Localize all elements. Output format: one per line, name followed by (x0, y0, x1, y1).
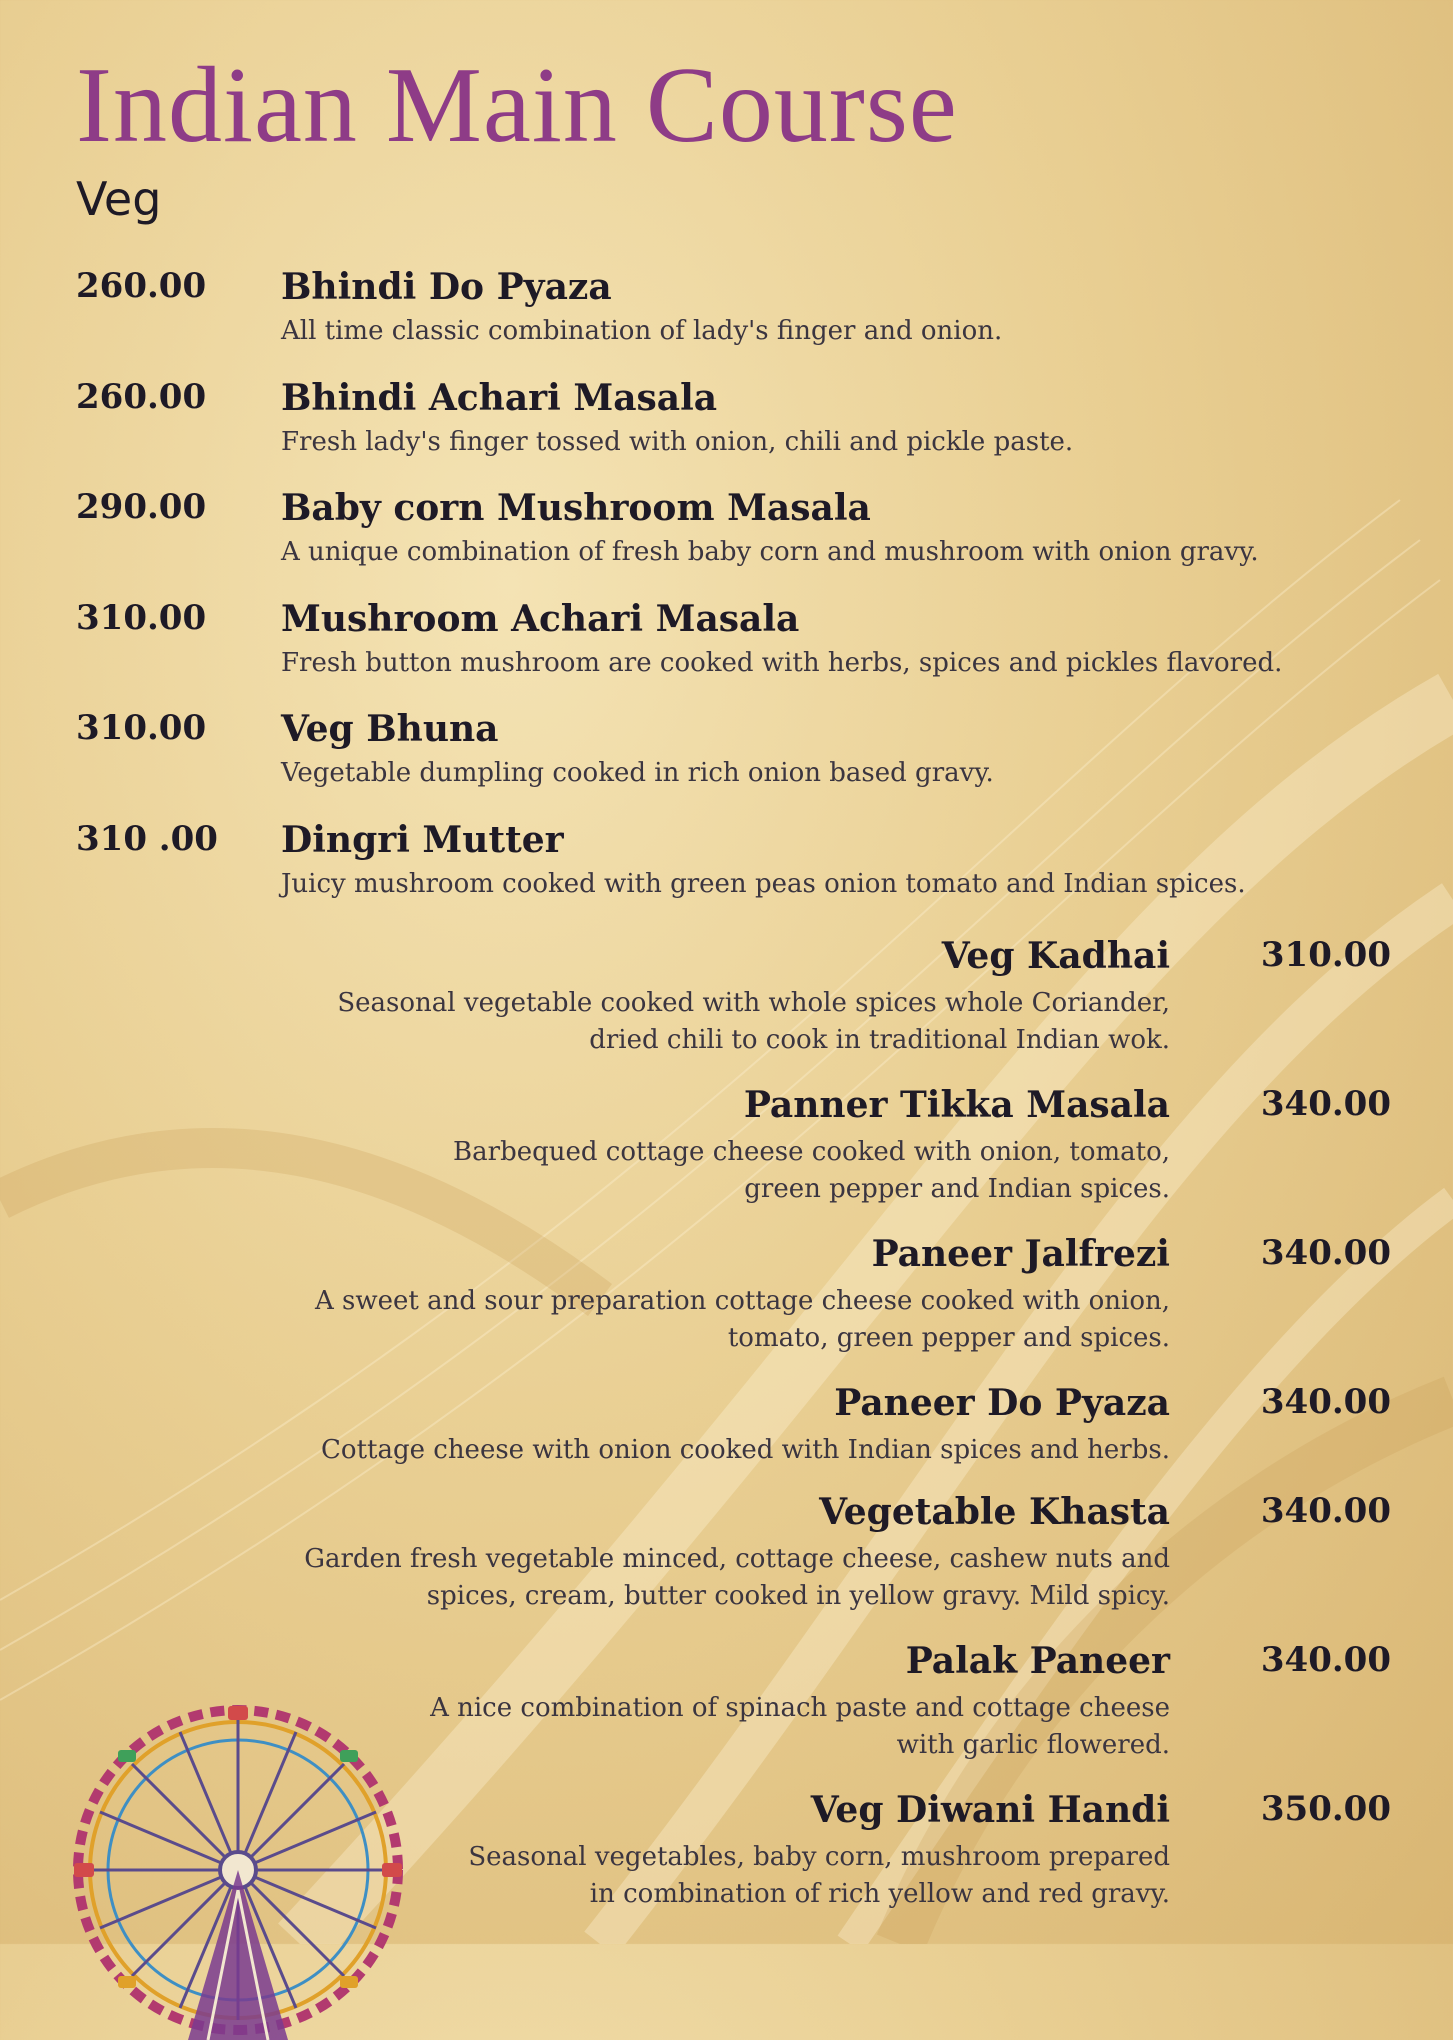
menu-item (76, 377, 1376, 488)
item-description-line: Barbequed cottage cheese cooked with onion, tomato, (453, 1137, 1170, 1167)
item-name: Paneer Do Pyaza (834, 1382, 1170, 1424)
item-description-line: Seasonal vegetable cooked with whole spices whole Coriander, (337, 988, 1170, 1018)
page-title: Indian Main Course (76, 46, 958, 165)
item-name: Veg Diwani Handi (810, 1789, 1170, 1831)
item-description: Juicy mushroom cooked with green peas onion tomato and Indian spices. (281, 868, 1246, 899)
item-description-line: A sweet and sour preparation cottage cheese cooked with onion, (315, 1286, 1170, 1316)
item-description-line: green pepper and Indian spices. (744, 1174, 1170, 1204)
item-description-line: Cottage cheese with onion cooked with Indian spices and herbs. (321, 1435, 1170, 1465)
item-description-line: spices, cream, butter cooked in yellow gravy. Mild spicy. (426, 1581, 1170, 1611)
item-description: Fresh button mushroom are cooked with herbs, spices and pickles flavored. (281, 647, 1283, 678)
menu-item (0, 935, 1453, 1084)
item-price: 340.00 (1260, 1491, 1391, 1531)
section-subtitle: Veg (76, 172, 162, 226)
item-name: Baby corn Mushroom Masala (281, 487, 871, 529)
item-description: A unique combination of fresh baby corn and mushroom with onion gravy. (281, 537, 1259, 567)
item-price: 310.00 (1260, 935, 1391, 975)
item-description (430, 1690, 1170, 1764)
menu-item (76, 598, 1376, 709)
item-price: 310.00 (76, 708, 207, 748)
menu-item (0, 1491, 1453, 1640)
item-name: Dingri Mutter (281, 818, 564, 861)
item-price: 310.00 (76, 597, 207, 638)
item-price: 290.00 (76, 487, 207, 527)
item-price: 340.00 (1260, 1640, 1391, 1680)
item-description-line: A nice combination of spinach paste and cottage cheese (430, 1693, 1170, 1723)
item-price: 260.00 (76, 376, 207, 417)
item-price: 340.00 (1260, 1084, 1391, 1124)
item-description-line: Seasonal vegetables, baby corn, mushroom prepared (468, 1842, 1170, 1872)
item-name: Bhindi Achari Masala (281, 376, 718, 419)
item-price: 260.00 (76, 266, 207, 306)
item-name: Paneer Jalfrezi (871, 1233, 1170, 1275)
item-description: Fresh lady's finger tossed with onion, chili and pickle paste. (281, 426, 1074, 457)
item-description (315, 1283, 1170, 1357)
menu-item (0, 1084, 1453, 1233)
item-name: Veg Kadhai (941, 935, 1170, 977)
left-menu-list (76, 266, 1376, 929)
item-price: 340.00 (1260, 1382, 1391, 1422)
item-description (453, 1134, 1170, 1208)
item-name: Panner Tikka Masala (743, 1084, 1170, 1126)
item-description-line: Garden fresh vegetable minced, cottage cheese, cashew nuts and (304, 1544, 1170, 1574)
item-name: Palak Paneer (905, 1640, 1170, 1682)
item-name: Mushroom Achari Masala (281, 597, 800, 640)
item-price: 340.00 (1260, 1233, 1391, 1273)
item-description: All time classic combination of lady's finger and onion. (281, 316, 1003, 346)
item-name: Veg Bhuna (281, 708, 499, 750)
item-description (468, 1839, 1170, 1913)
item-description-line: tomato, green pepper and spices. (727, 1323, 1170, 1353)
menu-item (76, 487, 1376, 598)
item-description-line: dried chili to cook in traditional Indian wok. (589, 1025, 1170, 1055)
item-description-line: with garlic flowered. (896, 1730, 1170, 1760)
ferris-wheel-icon (68, 1700, 408, 2040)
menu-item (76, 819, 1376, 930)
item-description (337, 985, 1170, 1059)
item-description-line: in combination of rich yellow and red gravy. (589, 1879, 1170, 1909)
item-description (321, 1432, 1170, 1469)
item-price: 310 .00 (76, 818, 218, 859)
menu-item (0, 1382, 1453, 1491)
item-price: 350.00 (1260, 1789, 1391, 1829)
item-name: Vegetable Khasta (819, 1491, 1170, 1533)
item-name: Bhindi Do Pyaza (281, 266, 612, 308)
item-description (304, 1541, 1170, 1615)
menu-item (76, 708, 1376, 819)
item-description: Vegetable dumpling cooked in rich onion based gravy. (281, 758, 994, 788)
menu-item (76, 266, 1376, 377)
menu-item (0, 1233, 1453, 1382)
